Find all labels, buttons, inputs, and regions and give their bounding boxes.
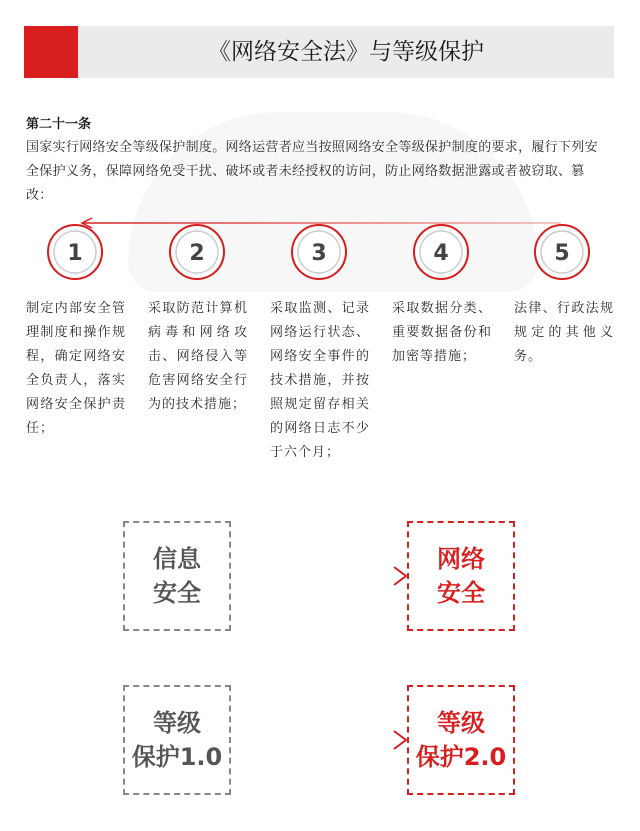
arrow-head-1 xyxy=(394,567,406,585)
step-circle-5 xyxy=(535,225,589,279)
header-accent-block xyxy=(24,26,78,78)
step-number: 4 xyxy=(433,241,449,266)
step-number: 5 xyxy=(554,241,570,266)
level-protection-2-box: 等级 保护2.0 xyxy=(407,685,515,795)
level-protection-1-box: 等级 保护1.0 xyxy=(123,685,231,795)
article-title: 第二十一条 xyxy=(26,117,92,132)
info-security-box: 信息 安全 xyxy=(123,521,231,631)
step-circle-3 xyxy=(292,225,346,279)
step-5-description: 法律、行政法规规定的其他义务。 xyxy=(514,301,614,364)
step-2-description: 采取防范计算机病毒和网络攻击、网络侵入等危害网络安全行为的技术措施； xyxy=(148,301,248,412)
step-circle-2 xyxy=(170,225,224,279)
step-4-description: 采取数据分类、重要数据备份和加密等措施； xyxy=(392,301,492,364)
steps-flow-diagram xyxy=(0,210,640,290)
step-circle-4 xyxy=(414,225,468,279)
header-bar xyxy=(24,26,614,78)
step-1-description: 制定内部安全管理制度和操作规程，确定网络安全负责人，落实网络安全保护责任； xyxy=(26,301,126,436)
article-body: 国家实行网络安全等级保护制度。网络运营者应当按照网络安全等级保护制度的要求，履行下列安全保护义务，保障网络免受干扰、破坏或者未经授权的访问，防止网络数据泄露或者被窃取、篡改： xyxy=(26,140,598,203)
step-number: 3 xyxy=(311,241,327,266)
page-title: 《网络安全法》与等级保护 xyxy=(208,39,484,65)
step-3-description: 采取监测、记录网络运行状态、网络安全事件的技术措施，并按照规定留存相关的网络日志不少于六个月； xyxy=(270,301,370,460)
step-circle-1 xyxy=(48,225,102,279)
step-number: 2 xyxy=(189,241,205,266)
network-security-box: 网络 安全 xyxy=(407,521,515,631)
arrow-head-2 xyxy=(394,731,406,749)
step-number: 1 xyxy=(67,241,83,266)
